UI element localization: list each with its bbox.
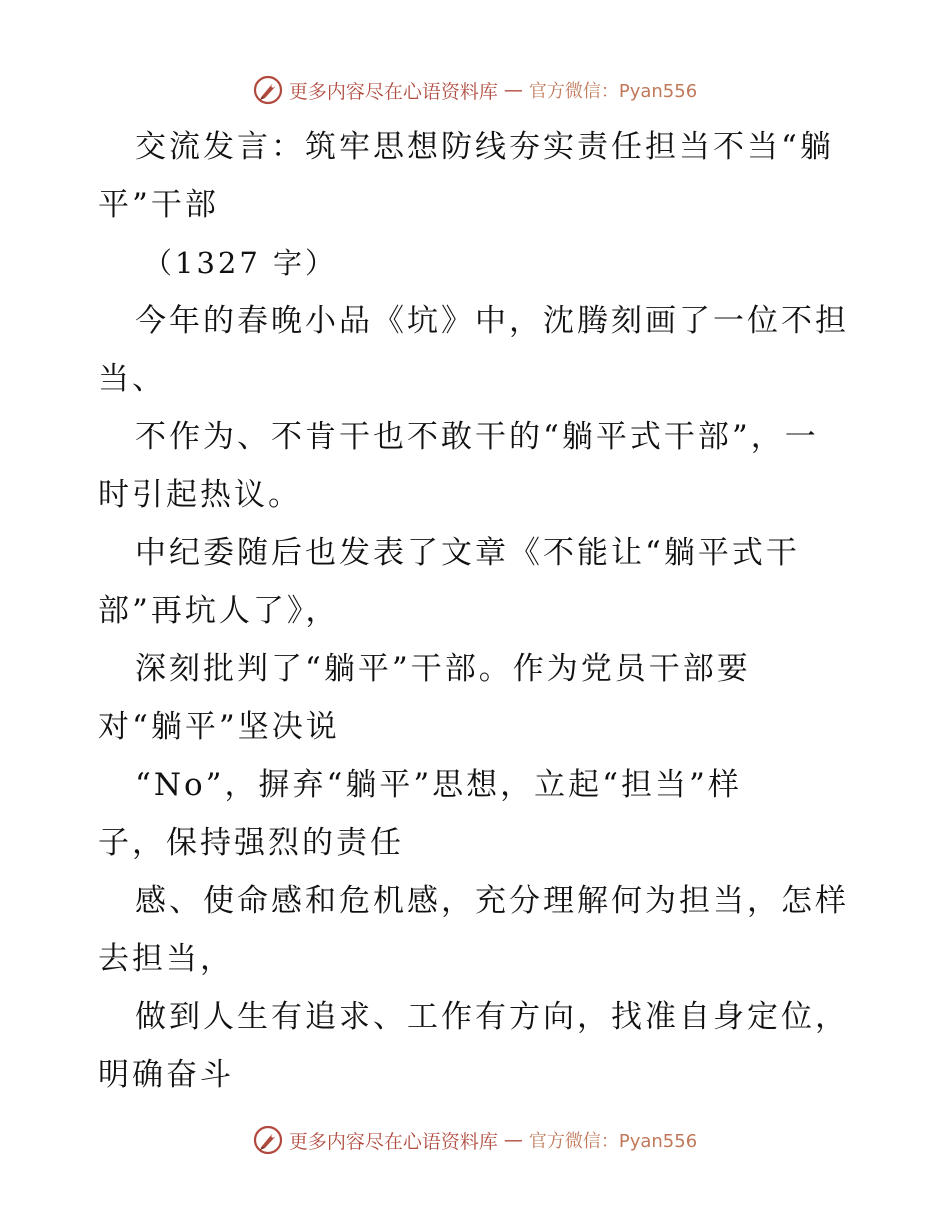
paragraph-line: 今年的春晚小品《坑》中，沈腾刻画了一位不担 bbox=[135, 303, 849, 339]
banner-content bbox=[253, 75, 697, 105]
banner-wechat-text: 官方微信：Pyan556 bbox=[528, 81, 698, 102]
banner-content bbox=[253, 1125, 697, 1155]
banner-main-text: 更多内容尽在心语资料库 bbox=[288, 1130, 498, 1153]
paragraph-line: 深刻批判了“躺平”干部。作为党员干部要 bbox=[135, 651, 751, 687]
word-count: （1327 字） bbox=[143, 246, 338, 280]
paragraph-line: 去担当， bbox=[98, 941, 234, 977]
paragraph-line: 明确奋斗 bbox=[98, 1057, 234, 1093]
paragraph-line: 感、使命感和危机感，充分理解何为担当，怎样 bbox=[135, 883, 849, 919]
banner-separator: — bbox=[503, 1129, 523, 1151]
paragraph-line: “No”，摒弃“躺平”思想，立起“担当”样 bbox=[135, 767, 742, 803]
paragraph-line: 不作为、不肯干也不敢干的“躺平式干部”，一 bbox=[135, 419, 819, 455]
document-body bbox=[98, 118, 898, 1104]
paragraph-line: 当、 bbox=[98, 361, 166, 397]
pen-nib-logo-icon bbox=[253, 75, 283, 105]
paragraph-line: 子，保持强烈的责任 bbox=[98, 825, 404, 861]
paragraph-line: 中纪委随后也发表了文章《不能让“躺平式干 bbox=[135, 535, 800, 571]
banner-main-text: 更多内容尽在心语资料库 bbox=[288, 80, 498, 103]
banner-wechat-text: 官方微信：Pyan556 bbox=[528, 1131, 698, 1152]
paragraph-line: 时引起热议。 bbox=[98, 477, 302, 513]
pen-nib-logo-icon bbox=[253, 1125, 283, 1155]
paragraph-line: 做到人生有追求、工作有方向，找准自身定位， bbox=[135, 999, 849, 1035]
footer-banner bbox=[0, 1120, 950, 1160]
paragraph-line: 部”再坑人了》， bbox=[98, 593, 340, 629]
doc-title-line-1: 交流发言：筑牢思想防线夯实责任担当不当“躺 bbox=[135, 129, 834, 165]
banner-separator: — bbox=[503, 79, 523, 101]
paragraph-line: 对“躺平”坚决说 bbox=[98, 709, 340, 745]
doc-title-line-2: 平”干部 bbox=[98, 187, 219, 223]
header-banner bbox=[0, 70, 950, 110]
